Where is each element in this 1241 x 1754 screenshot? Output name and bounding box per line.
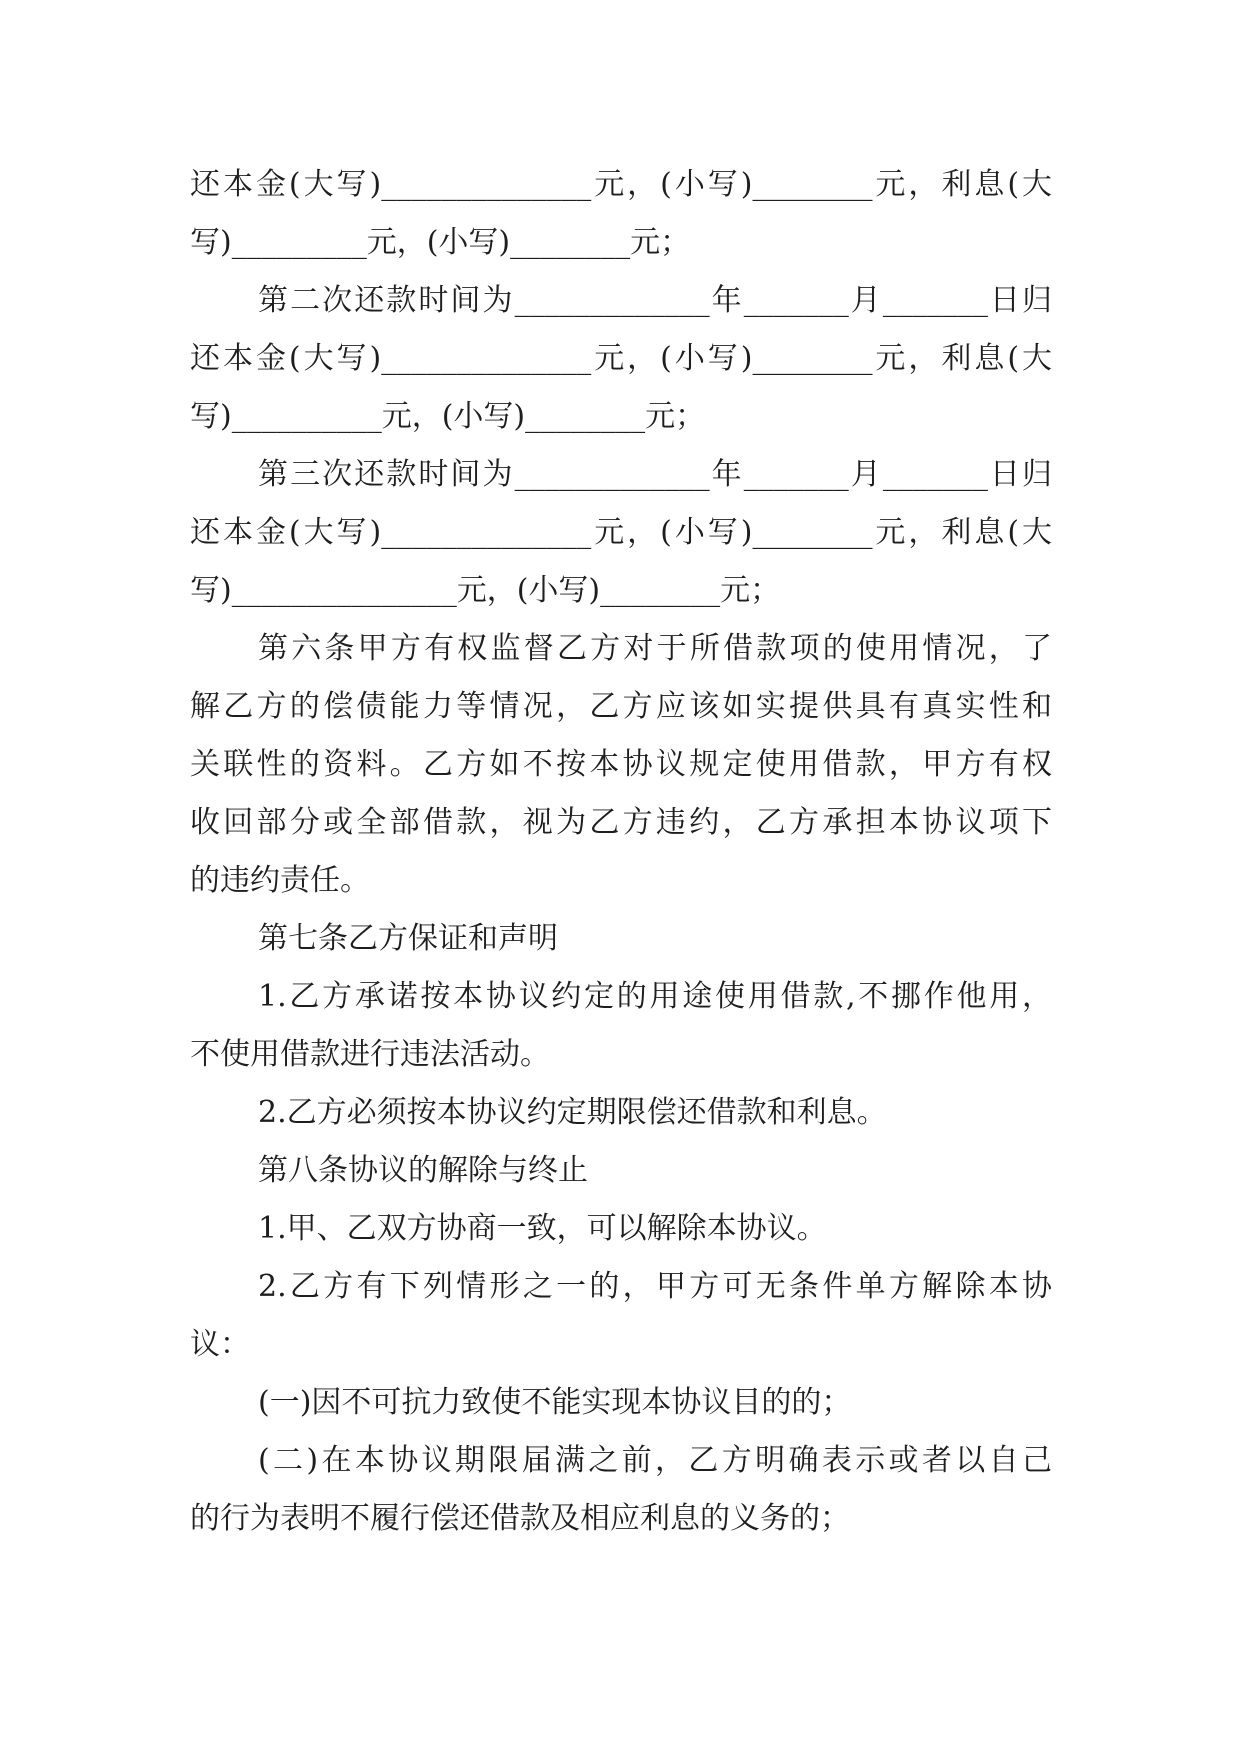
text-line: (二)在本协议期限届满之前，乙方明确表示或者以自己 (258, 1443, 1052, 1478)
text-line: 不使用借款进行违法活动。 (190, 1037, 550, 1072)
text-line: 的行为表明不履行偿还借款及相应利息的义务的； (190, 1501, 850, 1536)
text-line: 1.甲、乙双方协商一致，可以解除本协议。 (258, 1211, 827, 1246)
text-line: 第二次还款时间为_____________年_______月_______日归 (258, 283, 1052, 318)
text-line: 写)_______________元，(小写)________元； (190, 573, 781, 608)
text-line: 第八条协议的解除与终止 (258, 1153, 588, 1188)
text-line: (一)因不可抗力致使不能实现本协议目的的； (258, 1385, 852, 1420)
text-line: 关联性的资料。乙方如不按本协议规定使用借款，甲方有权 (190, 747, 1052, 782)
text-line: 2.乙方必须按本协议约定期限偿还借款和利息。 (258, 1095, 887, 1130)
text-line: 写)_________元，(小写)________元； (190, 225, 691, 260)
text-line: 收回部分或全部借款，视为乙方违约，乙方承担本协议项下 (190, 805, 1052, 840)
text-line: 第七条乙方保证和声明 (258, 921, 558, 956)
text-line: 议： (190, 1327, 250, 1362)
text-line: 还本金(大写)______________元，(小写)________元，利息(大 (190, 515, 1052, 550)
text-line: 2.乙方有下列情形之一的，甲方可无条件单方解除本协 (258, 1269, 1052, 1304)
text-line: 1.乙方承诺按本协议约定的用途使用借款,不挪作他用， (258, 979, 1052, 1014)
text-line: 还本金(大写)______________元，(小写)________元，利息(大 (190, 167, 1052, 202)
text-line: 的违约责任。 (190, 863, 370, 898)
text-line: 写)__________元，(小写)________元； (190, 399, 706, 434)
text-line: 解乙方的偿债能力等情况，乙方应该如实提供具有真实性和 (190, 689, 1052, 724)
text-line: 还本金(大写)______________元，(小写)________元，利息(大 (190, 341, 1052, 376)
text-line: 第六条甲方有权监督乙方对于所借款项的使用情况，了 (258, 631, 1052, 666)
document-body (190, 156, 1052, 1548)
text-line: 第三次还款时间为_____________年_______月_______日归 (258, 457, 1052, 492)
